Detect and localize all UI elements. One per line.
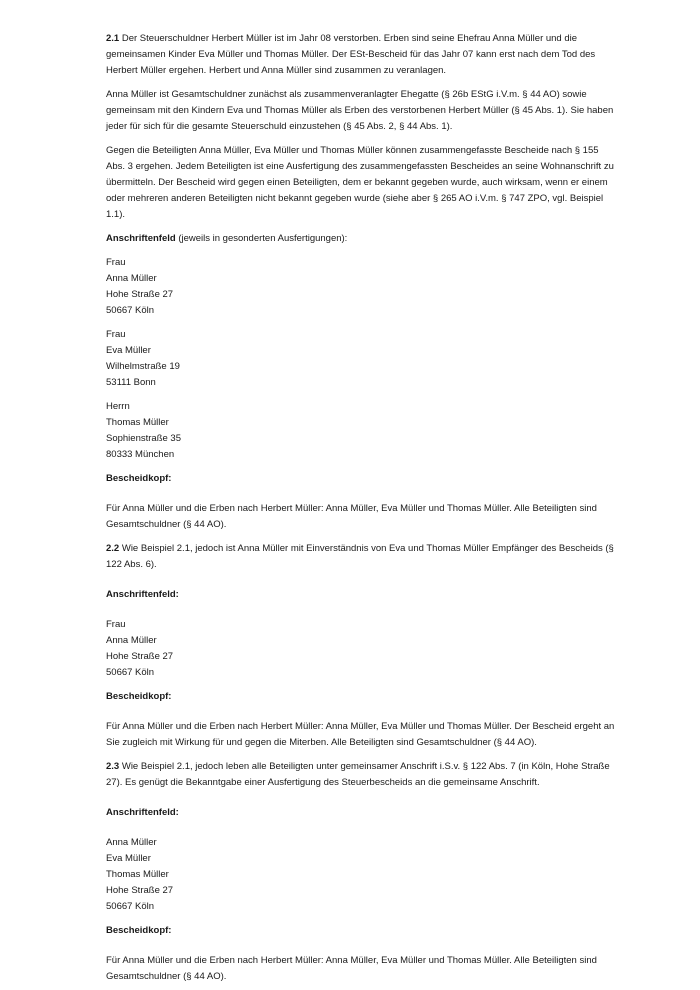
address-line: 50667 Köln xyxy=(106,667,155,678)
address-line: Frau xyxy=(106,257,126,268)
address-line: 80333 München xyxy=(106,449,175,460)
notice-header-heading: Bescheidkopf: xyxy=(106,473,172,484)
example-2-1-paragraph-2: Anna Müller ist Gesamtschuldner zunächst als zusammenveranlagter Ehegatte (§ 26b EStG i.V.m. § 44 AO) sowie gemeinsam mit den Kindern Eva und Thomas Müller als Erben des verstorbenen Herbert Müller (§ 45 Abs. 1). Sie haben jeder für sich für die gesamte Steuerschuld einzustehen (§ 45 Abs. 2, § 44 Abs. 1). xyxy=(106,89,614,132)
notice-header-heading: Bescheidkopf: xyxy=(106,925,172,936)
paragraph-text: Wie Beispiel 2.1, jedoch ist Anna Müller mit Einverständnis von Eva und Thomas Müller Empfänger des Bescheids (§ 122 Abs. 6). xyxy=(106,543,614,570)
example-2-3-intro xyxy=(106,759,616,791)
address-line: Frau xyxy=(106,329,126,340)
address-field-heading: Anschriftenfeld: xyxy=(106,589,179,600)
address-line: Thomas Müller xyxy=(106,869,169,880)
address-line: Wilhelmstraße 19 xyxy=(106,361,180,372)
notice-header-text: Für Anna Müller und die Erben nach Herbert Müller: Anna Müller, Eva Müller und Thomas Müller. Der Bescheid ergeht an Sie zugleich mit Wirkung für und gegen die Miterben. Alle Beteiligten sind Gesamtschuldner (§ 44 AO). xyxy=(106,721,615,748)
address-block-anna xyxy=(106,255,616,319)
notice-header-text: Für Anna Müller und die Erben nach Herbert Müller: Anna Müller, Eva Müller und Thomas Müller. Alle Beteiligten sind Gesamtschuldner (§ 44 AO). xyxy=(106,955,597,982)
paragraph-text: Der Steuerschuldner Herbert Müller ist im Jahr 08 verstorben. Erben sind seine Ehefrau Anna Müller und die gemeinsamen Kinder Eva Müller und Thomas Müller. Der ESt-Bescheid für das Jahr 07 kann erst nach dem Tod des Herbert Müller ergehen. Herbert und Anna Müller sind zusammen zu veranlagen. xyxy=(106,33,596,76)
example-2-1-intro xyxy=(106,31,616,79)
address-block-eva xyxy=(106,327,616,391)
heading-label: Anschriftenfeld xyxy=(106,233,176,244)
paragraph-text: Wie Beispiel 2.1, jedoch leben alle Beteiligten unter gemeinsamer Anschrift i.S.v. § 122 Abs. 7 (in Köln, Hohe Straße 27). Es genügt die Bekanntgabe einer Ausfertigung des Steuerbescheids an die gemeinsame Anschrift. xyxy=(106,761,610,788)
address-line: Frau xyxy=(106,619,126,630)
notice-header-heading: Bescheidkopf: xyxy=(106,691,172,702)
address-line: Hohe Straße 27 xyxy=(106,651,174,662)
notice-header-text: Für Anna Müller und die Erben nach Herbert Müller: Anna Müller, Eva Müller und Thomas Müller. Alle Beteiligten sind Gesamtschuldner (§ 44 AO). xyxy=(106,503,597,530)
address-line: Hohe Straße 27 xyxy=(106,289,174,300)
address-line: 53111 Bonn xyxy=(106,377,156,388)
address-line: Herrn xyxy=(106,401,130,412)
address-line: Anna Müller xyxy=(106,837,157,848)
address-block-household xyxy=(106,835,616,915)
address-line: Eva Müller xyxy=(106,345,151,356)
address-block-thomas xyxy=(106,399,616,463)
address-field-heading: Anschriftenfeld: xyxy=(106,807,179,818)
address-line: Hohe Straße 27 xyxy=(106,885,174,896)
address-field-heading xyxy=(106,231,616,247)
address-block-anna xyxy=(106,617,616,681)
address-line: Thomas Müller xyxy=(106,417,169,428)
address-line: 50667 Köln xyxy=(106,901,155,912)
example-2-1-paragraph-3: Gegen die Beteiligten Anna Müller, Eva Müller und Thomas Müller können zusammengefasste Bescheide nach § 155 Abs. 3 ergehen. Jedem Beteiligten ist eine Ausfertigung des zusammengefassten Bescheides an seine Wohnanschrift zu übermitteln. Der Bescheid wird gegen einen Beteiligten, dem er bekannt gegeben wurde, auch wirksam, wenn er einem oder mehreren anderen Beteiligten nicht bekannt gegeben wurde (siehe aber § 265 AO i.V.m. § 747 ZPO, vgl. Beispiel 1.1). xyxy=(106,145,614,220)
heading-note: (jeweils in gesonderten Ausfertigungen): xyxy=(175,233,348,244)
example-2-2-intro xyxy=(106,541,616,573)
address-line: Anna Müller xyxy=(106,635,157,646)
example-number: 2.2 xyxy=(106,543,120,554)
example-number: 2.3 xyxy=(106,761,120,772)
example-number: 2.1 xyxy=(106,33,120,44)
address-line: Anna Müller xyxy=(106,273,157,284)
address-line: Eva Müller xyxy=(106,853,151,864)
address-line: Sophienstraße 35 xyxy=(106,433,181,444)
address-line: 50667 Köln xyxy=(106,305,155,316)
